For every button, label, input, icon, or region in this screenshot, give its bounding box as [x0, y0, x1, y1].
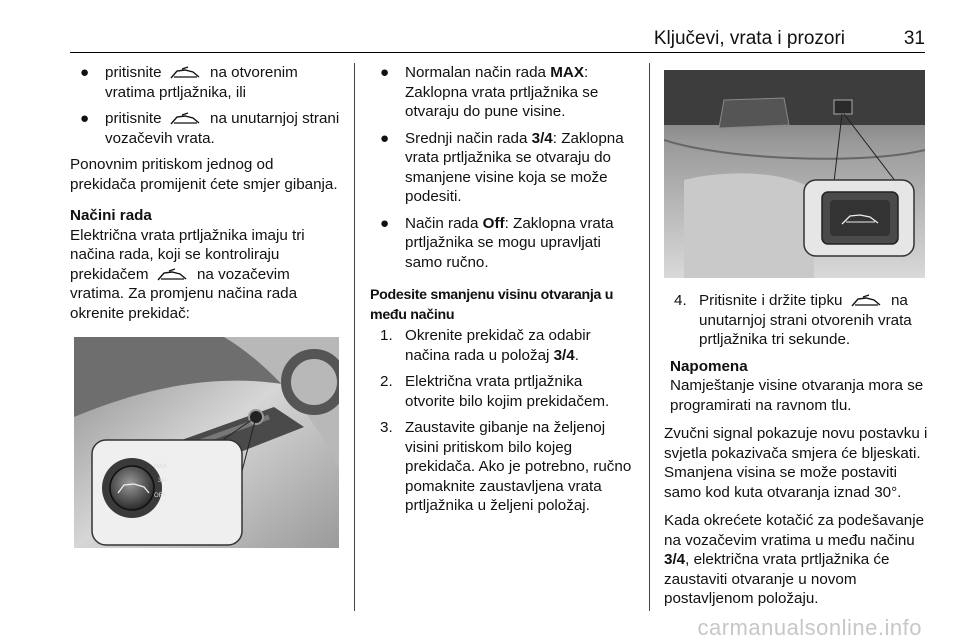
column-3 — [664, 291, 930, 618]
knob-label: MAX — [154, 464, 168, 470]
tailgate-icon — [170, 112, 200, 126]
header-rule — [70, 52, 925, 53]
list-item: ● Način rada Off: Zaklopna vrata prtljažnika se mogu upravljati samo ručno. — [380, 214, 614, 271]
paragraph: Kada okrećete kotačić za podešavanje na vozačevim vratima u među načinu 3/4, električna vrata prtljažnika će zaustaviti otvaranje u novom postavljenom položaju. — [664, 512, 925, 607]
page-title: Ključevi, vrata i prozori — [653, 28, 845, 49]
door-switch-figure — [74, 337, 339, 548]
column-1 — [70, 63, 342, 332]
step-item: 1. Okrenite prekidač za odabir načina rada u položaj 3/4. — [380, 327, 591, 364]
section-heading: Podesite smanjenu visinu otvaranja u među načinu — [370, 287, 614, 323]
step-item: 2. Električna vrata prtljažnika otvorite bilo kojim prekidačem. — [380, 373, 610, 410]
tailgate-icon — [851, 294, 881, 308]
tailgate-icon — [170, 66, 200, 80]
paragraph: Električna vrata prtljažnika imaju tri načina rada, koji se kontroliraju prekidačem na vozačevim vratima. Za promjenu načina rada okrenite prekidač: — [70, 226, 305, 322]
knob-label: OFF — [154, 493, 166, 499]
paragraph: Ponovnim pritiskom jednog od prekidača promijenit ćete smjer gibanja. — [70, 156, 338, 193]
page-number: 31 — [903, 28, 925, 49]
section-heading: Načini rada — [70, 207, 152, 224]
tailgate-icon — [157, 268, 187, 282]
column-2 — [370, 63, 636, 523]
list-item: ● Normalan način rada MAX: Zaklopna vrata prtljažnika se otvaraju do pune visine. — [380, 64, 599, 120]
column-divider — [354, 63, 355, 611]
step-item: 3. Zaustavite gibanje na željenoj visini pritiskom bilo kojeg prekidača. Ako je potrebno, ručno pomaknite zaustavljena vrata prtljažnika u željeni položaj. — [380, 419, 632, 514]
tailgate-button-figure — [664, 70, 925, 278]
note-heading: Napomena — [670, 357, 748, 375]
watermark: carmanualsonline.info — [697, 614, 922, 640]
note-body: Namještanje visine otvaranja mora se programirati na ravnom tlu. — [670, 377, 924, 414]
knob-label: 3/4 — [158, 478, 167, 484]
step-item: 4. Pritisnite i držite tipku na unutarnjoj strani otvorenih vrata prtljažnika tri sekunde. — [674, 292, 912, 348]
paragraph: Zvučni signal pokazuje novu postavku i svjetla pokazivača smjera će bljeskati. Smanjena visina se može postaviti samo kod kuta otvaranja iznad 30°. — [664, 425, 928, 501]
column-divider — [649, 63, 650, 611]
page-header — [70, 8, 925, 49]
list-item: ● Srednji način rada 3/4: Zaklopna vrata prtljažnika se otvaraju do smanjene visine koja se može podesiti. — [380, 129, 624, 205]
list-item: ● pritisnite na unutarnjoj strani vozačevih vrata. — [80, 110, 340, 147]
list-item: ● pritisnite na otvorenim vratima prtljažnika, ili — [80, 64, 298, 101]
